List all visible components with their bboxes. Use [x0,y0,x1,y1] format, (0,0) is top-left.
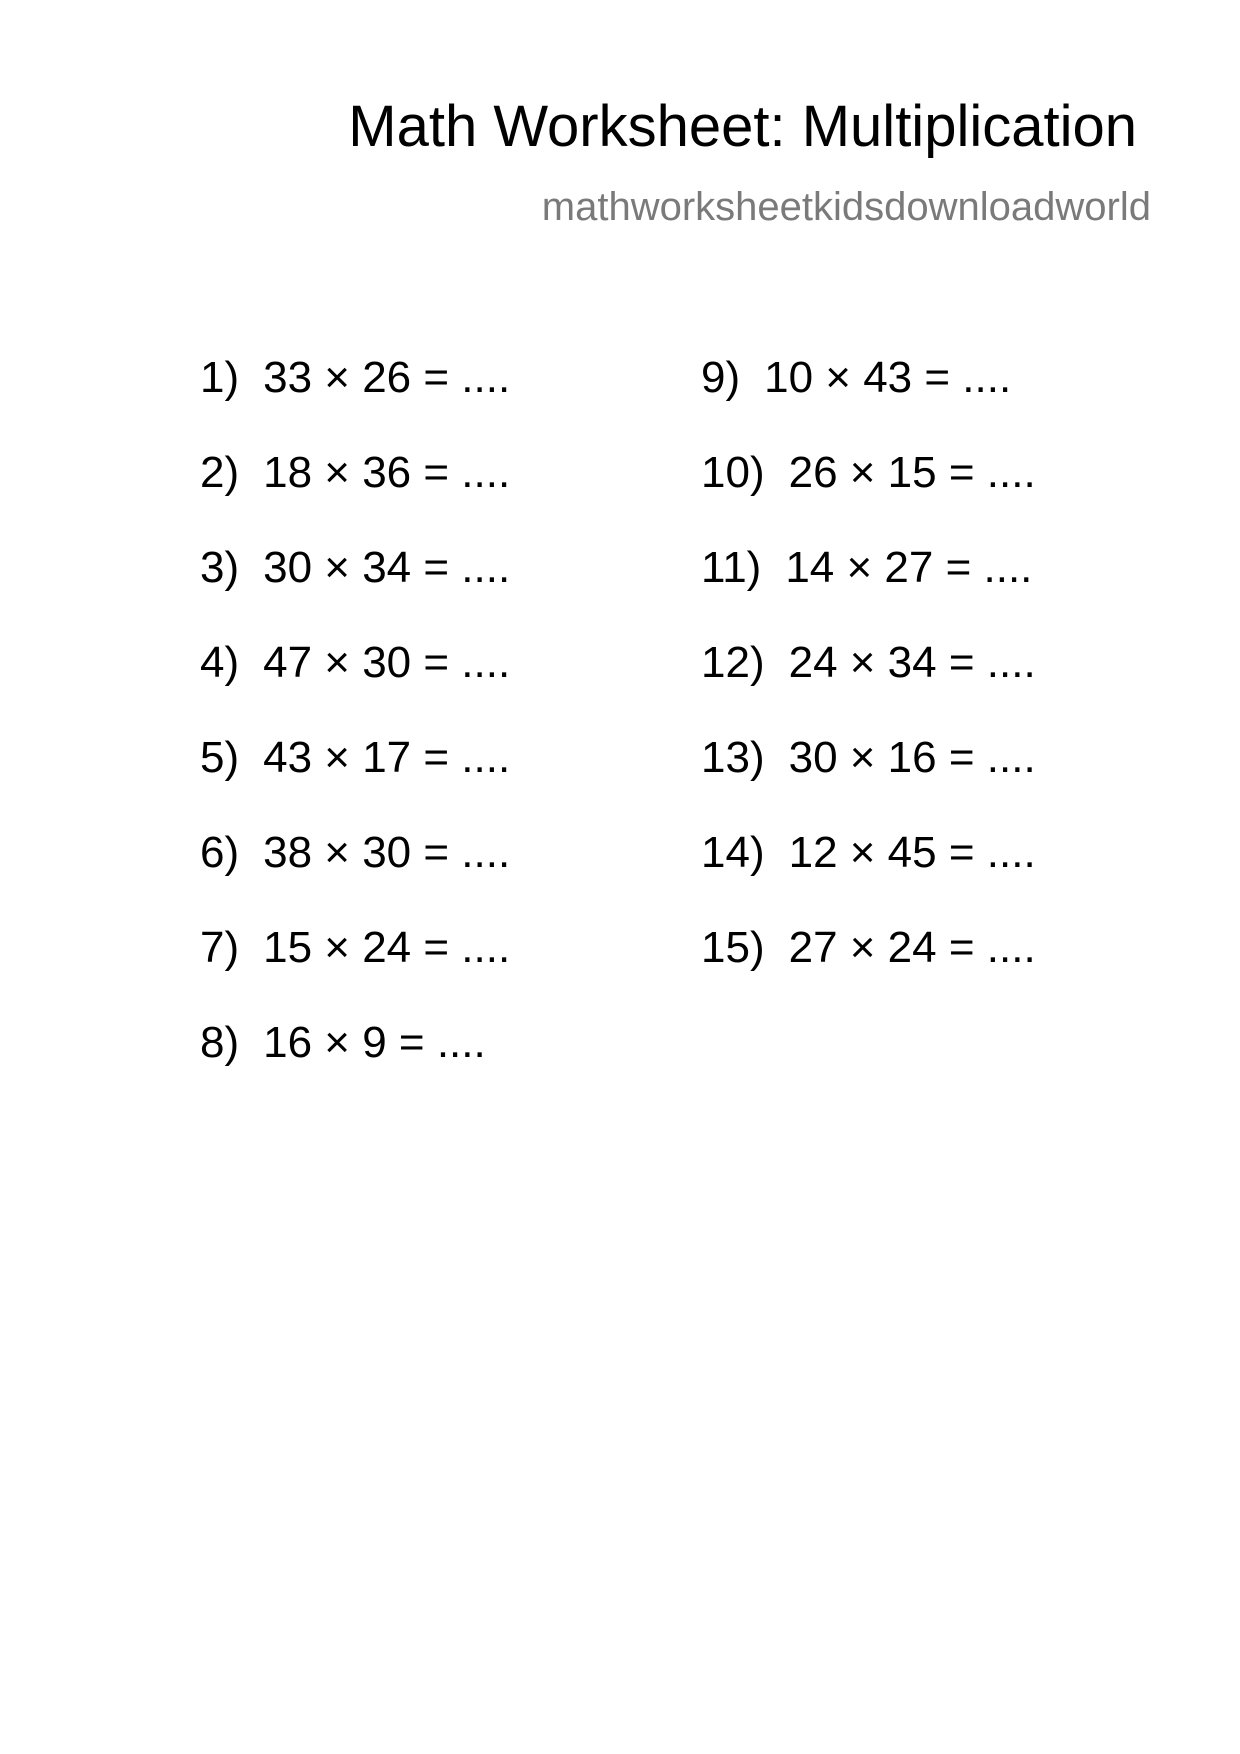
problem-number: 4) [200,638,240,687]
problem-number: 6) [200,828,240,877]
problem-expression: 15 × 24 = .... [263,923,511,972]
problem-number: 13) [701,733,765,782]
page-title: Math Worksheet: Multiplication [348,94,1137,159]
problem-item [200,448,511,546]
problem-expression: 18 × 36 = .... [263,448,511,497]
problem-expression: 10 × 43 = .... [764,353,1012,402]
problem-expression: 30 × 34 = .... [263,543,511,592]
problem-expression: 26 × 15 = .... [788,448,1036,497]
problem-item [701,638,1036,736]
problem-number: 11) [701,543,762,592]
problem-number: 3) [200,543,240,592]
problem-item [200,733,511,831]
problem-expression: 14 × 27 = .... [785,543,1033,592]
problem-item [701,923,1036,1021]
problem-number: 10) [701,448,765,497]
problem-item [200,1018,510,1116]
problem-item [200,353,511,451]
problem-expression: 24 × 34 = .... [788,638,1036,687]
problem-expression: 38 × 30 = .... [263,828,511,877]
problem-item [200,828,511,926]
problem-expression: 30 × 16 = .... [788,733,1036,782]
problem-expression: 16 × 9 = .... [263,1018,486,1067]
problem-expression: 33 × 26 = .... [263,353,511,402]
problem-number: 9) [701,353,741,402]
problem-column-right [701,353,1036,1021]
problem-number: 7) [200,923,240,972]
problem-column-left [200,353,511,1116]
problem-item [200,638,511,736]
problem-number: 12) [701,638,765,687]
problem-expression: 43 × 17 = .... [263,733,511,782]
problem-item [701,448,1036,546]
problem-item [701,353,1036,451]
problem-number: 2) [200,448,240,497]
page-subtitle: mathworksheetkidsdownloadworld [541,185,1151,229]
problem-number: 14) [701,828,765,877]
problem-expression: 12 × 45 = .... [788,828,1036,877]
problem-item [701,733,1036,831]
problem-expression: 47 × 30 = .... [263,638,511,687]
problem-number: 15) [701,923,765,972]
problem-item [200,543,511,641]
problem-item [701,543,1036,641]
problem-number: 5) [200,733,240,782]
problem-expression: 27 × 24 = .... [788,923,1036,972]
problem-item [701,828,1036,926]
problem-number: 1) [200,353,240,402]
problem-number: 8) [200,1018,240,1067]
problem-item [200,923,511,1021]
